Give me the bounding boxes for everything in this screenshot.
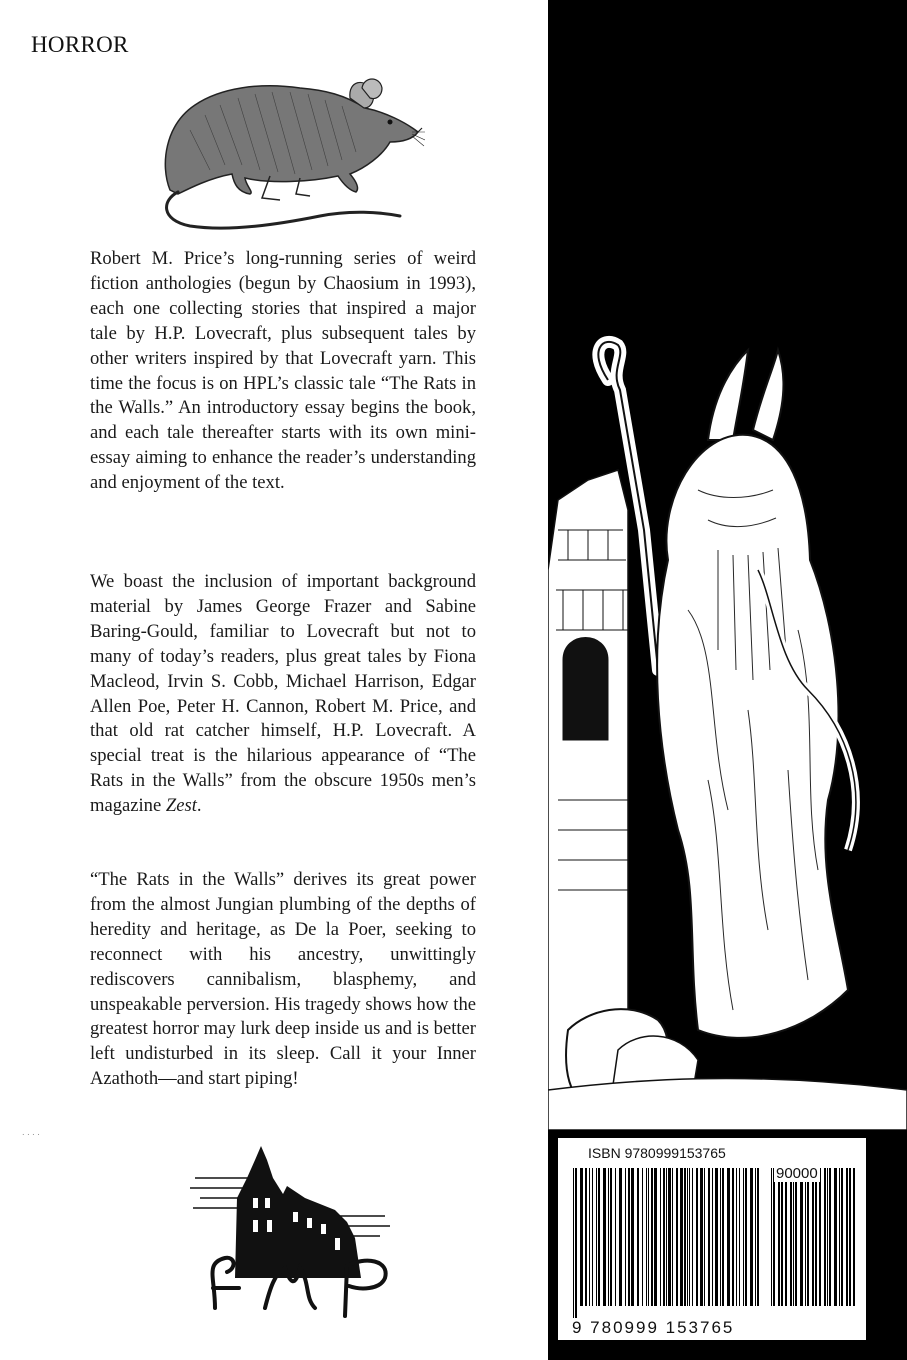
barcode-bar [849,1168,851,1306]
barcode-bar [684,1168,686,1306]
rat-illustration [150,70,425,235]
isbn-barcode [556,1136,868,1342]
barcode-bar [781,1168,783,1306]
barcode-bar [619,1168,622,1306]
barcode-bar [654,1168,657,1306]
barcode-bar [648,1168,649,1306]
barcode-bar [827,1168,828,1306]
barcode-bar [704,1168,705,1306]
barcode-bar [642,1168,643,1306]
barcode-bar [790,1168,792,1306]
wizard-illustration [548,330,907,1130]
blurb-paragraph-1: Robert M. Price’s long-running series of weird fiction anthologies (begun by Chaosium in 1993), each one collecting stories that inspired a major tale by H.P. Lovecraft, plus subsequent tales by other writers inspired by that Lovecraft yarn. This time the focus is on HPL’s classic tale “The Rats in the Walls.” An introductory essay begins the book, and each tale thereafter starts with its own mini-essay aiming to enhance the reader’s understanding and enjoyment of the text. [90,248,476,494]
blurb-paragraph-2-end: . [196,795,202,817]
barcode-bar [720,1168,721,1306]
barcode-bar [666,1168,667,1306]
barcode-bar [771,1168,772,1306]
barcode-bar [700,1168,703,1306]
barcode-bar [745,1168,747,1306]
barcode-bar [736,1168,737,1306]
barcode-bar [819,1168,821,1306]
publisher-logo [175,1138,410,1323]
barcode-bar [687,1168,688,1306]
barcode-bar [757,1168,759,1306]
barcode-bar [812,1168,814,1306]
barcode-bar [800,1168,803,1306]
barcode-bar [778,1168,780,1306]
barcode-bar [689,1168,690,1306]
blurb-paragraph-2 [90,570,476,819]
barcode-bar [773,1168,775,1306]
barcode-bar [750,1168,753,1306]
barcode-bar [660,1168,661,1306]
barcode-bar [603,1168,606,1306]
barcode-bar [712,1168,713,1306]
barcode-bar [663,1168,665,1306]
barcode-bar [608,1168,609,1306]
barcode-bar [596,1168,597,1306]
barcode-bar [696,1168,698,1306]
barcode-bar [610,1168,612,1306]
barcode-bar [722,1168,724,1306]
barcode-bar [625,1168,626,1306]
barcode-bar [815,1168,817,1306]
ean13-bars [572,1168,762,1318]
printer-marks: . . . . [22,1128,40,1137]
barcode-bar [839,1168,840,1306]
barcode-bar [598,1168,600,1306]
barcode-bar [628,1168,630,1306]
barcode-bar [834,1168,837,1306]
blurb-paragraph-2-text: We boast the inclusion of important background material by James George Frazer and Sabine Baring-Gould, familiar to Lovecraft but not to many of today’s readers, plus great tales by Fiona Macleod, Irvin S. Cobb, Michael Harrison, Edgar Allen Poe, Peter H. Cannon, Robert M. Price, and that old rat catcher himself, H.P. Lovecraft. A special treat is the hilarious appearance of “The Rats in the Walls” from the obscure 1950s men’s magazine [90,571,476,817]
barcode-bar [637,1168,639,1306]
barcode-bar [755,1168,756,1306]
barcode-bar [846,1168,848,1306]
barcode-bar [668,1168,671,1306]
barcode-bar [743,1168,744,1306]
barcode-bar [592,1168,593,1306]
barcode-bar [708,1168,710,1306]
barcode-bar [841,1168,843,1306]
barcode-bar [715,1168,718,1306]
barcode-bar [676,1168,678,1306]
barcode-bar [829,1168,831,1306]
price-addon-bars [770,1168,856,1318]
blurb-paragraph-3: “The Rats in the Walls” derives its great power from the almost Jungian plumbing of the depths of heredity and heritage, as De la Poer, seeking to reconnect with his ancestry, unwittingly rediscovers cannibalism, blasphemy, and unspeakable perversion. His tragedy shows how the greatest horror may lurk deep inside us and is better left undisturbed in its sleep. Call it your Inner Azathoth—and start piping! [90,869,476,1090]
barcode-bar [672,1168,673,1306]
barcode-bar [589,1168,590,1306]
barcode-bar [795,1168,797,1306]
barcode-bar [573,1168,574,1318]
barcode-bar [692,1168,693,1306]
price-code: 90000 [776,1165,818,1182]
isbn-label: ISBN 9780999153765 [588,1145,726,1161]
barcode-bar [732,1168,734,1306]
barcode-bar [680,1168,683,1306]
barcode-bar [739,1168,740,1306]
barcode-bar [807,1168,809,1306]
barcode-bar [580,1168,583,1306]
isbn-digits: 9 780999 153765 [572,1318,735,1337]
barcode-bar [805,1168,806,1306]
barcode-bar [646,1168,647,1306]
magazine-title: Zest [165,795,197,817]
barcode-bar [575,1168,577,1318]
barcode-bar [853,1168,855,1306]
barcode-bar [615,1168,616,1306]
barcode-bar [793,1168,794,1306]
barcode-bar [631,1168,634,1306]
barcode-bar [651,1168,653,1306]
genre-label: HORROR [31,32,129,57]
barcode-bar [585,1168,587,1306]
barcode-bar [727,1168,730,1306]
barcode-bar [785,1168,787,1306]
barcode-bar [824,1168,826,1306]
